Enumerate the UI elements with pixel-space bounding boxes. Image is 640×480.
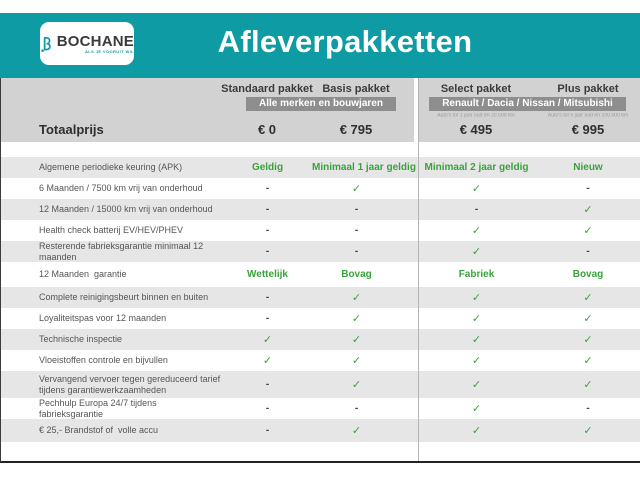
- check-icon: ✓: [471, 183, 482, 195]
- column-group-divider: [418, 78, 419, 461]
- check-icon: ✓: [583, 313, 593, 325]
- badge-renault-group: Renault / Dacia / Nissan / Mitsubishi: [429, 97, 626, 111]
- row-label: € 25,- Brandstof of volle accu: [39, 425, 159, 436]
- value-text: Minimaal 1 jaar geldig: [312, 162, 416, 173]
- total-price-plus: € 995: [571, 122, 605, 137]
- row-label: Vervangend vervoer tegen gereduceerd tarief tijdens garantiewerkzaamheden: [39, 373, 223, 395]
- check-icon: ✓: [471, 225, 482, 237]
- value-text: Minimaal 2 jaar geldig: [424, 162, 529, 173]
- table-row: [1, 241, 640, 262]
- dash-mark: -: [354, 403, 359, 415]
- total-price-standaard: € 0: [257, 122, 277, 137]
- row-label: Complete reinigingsbeurt binnen en buiten: [39, 292, 209, 303]
- packages-table: [0, 78, 640, 463]
- table-row: [1, 371, 640, 398]
- table-header: [1, 78, 640, 142]
- check-icon: ✓: [583, 225, 593, 237]
- check-icon: ✓: [471, 403, 482, 416]
- dash-mark: -: [265, 225, 270, 236]
- table-row: [1, 419, 640, 442]
- badge-all-brands: Alle merken en bouwjaren: [246, 97, 396, 111]
- row-label: Resterende fabrieksgarantie minimaal 12 maanden: [39, 241, 206, 262]
- check-icon: ✓: [351, 183, 362, 195]
- check-icon: ✓: [583, 204, 593, 216]
- table-row: [1, 220, 640, 241]
- row-label: Algemene periodieke keuring (APK): [39, 162, 183, 173]
- value-text: Nieuw: [573, 162, 603, 173]
- row-label: Health check batterij EV/HEV/PHEV: [39, 225, 184, 236]
- row-label: 12 Maanden garantie: [39, 269, 127, 280]
- total-price-label: Totaalprijs: [39, 122, 104, 137]
- dash-mark: -: [586, 403, 590, 415]
- check-icon: ✓: [471, 379, 482, 391]
- table-row: [1, 199, 640, 220]
- check-icon: ✓: [471, 425, 482, 437]
- table-row: [1, 308, 640, 329]
- check-icon: ✓: [351, 355, 362, 367]
- value-text: Fabriek: [458, 269, 495, 280]
- logo-name: BOCHANE: [56, 32, 134, 50]
- value-text: Bovag: [341, 269, 372, 280]
- dash-mark: -: [265, 313, 270, 324]
- value-text: Bovag: [572, 269, 604, 280]
- row-label: Technische inspectie: [39, 334, 123, 345]
- row-label: Vloeistoffen controle en bijvullen: [39, 355, 168, 366]
- check-icon: ✓: [471, 292, 482, 304]
- check-icon: ✓: [351, 313, 362, 325]
- check-icon: ✓: [351, 425, 362, 437]
- column-header-standaard: Standaard pakket: [221, 83, 313, 95]
- dash-mark: -: [586, 246, 590, 258]
- row-label: 6 Maanden / 7500 km vrij van onderhoud: [39, 183, 203, 194]
- total-price-basis: € 795: [339, 122, 373, 137]
- table-row: [1, 287, 640, 308]
- dash-mark: -: [265, 183, 270, 194]
- dash-mark: -: [265, 246, 270, 258]
- check-icon: ✓: [351, 334, 362, 346]
- dash-mark: -: [265, 379, 270, 390]
- dash-mark: -: [265, 403, 270, 415]
- check-icon: ✓: [471, 334, 482, 346]
- check-icon: ✓: [583, 379, 593, 391]
- dash-mark: -: [354, 225, 359, 236]
- table-row: [1, 178, 640, 199]
- check-icon: ✓: [471, 355, 482, 367]
- column-note-select: Auto's tot 1 jaar oud en 20.000 km: [437, 113, 515, 119]
- table-row: [1, 398, 640, 419]
- logo-tagline: ALS JE VOORUIT WIL: [85, 48, 134, 54]
- row-label: Pechhulp Europa 24/7 tijdens fabrieksgarantie: [39, 398, 160, 419]
- dash-mark: -: [265, 292, 270, 303]
- dash-mark: -: [354, 204, 359, 215]
- check-icon: ✓: [351, 379, 362, 391]
- check-icon: ✓: [262, 334, 273, 346]
- page-title: Afleverpakketten: [217, 24, 473, 59]
- check-icon: ✓: [471, 313, 482, 325]
- dash-mark: -: [474, 204, 479, 215]
- column-note-plus: Auto's tot 5 jaar oud en 100.000 km: [547, 113, 629, 119]
- table-body: [1, 157, 640, 442]
- total-price-select: € 495: [459, 122, 493, 137]
- check-icon: ✓: [583, 355, 593, 367]
- column-header-select: Select pakket: [440, 83, 512, 95]
- column-header-basis: Basis pakket: [322, 83, 390, 95]
- row-label: Loyaliteitspas voor 12 maanden: [39, 313, 167, 324]
- check-icon: ✓: [471, 246, 482, 259]
- dash-mark: -: [265, 425, 270, 436]
- check-icon: ✓: [583, 425, 593, 437]
- value-text: Geldig: [251, 162, 284, 173]
- column-header-plus: Plus pakket: [557, 83, 619, 95]
- check-icon: ✓: [262, 355, 273, 367]
- table-row: [1, 262, 640, 287]
- header-bar: [0, 13, 640, 78]
- table-row: [1, 329, 640, 350]
- dash-mark: -: [586, 183, 590, 194]
- row-label: 12 Maanden / 15000 km vrij van onderhoud: [39, 204, 213, 215]
- check-icon: ✓: [583, 334, 593, 346]
- check-icon: ✓: [583, 292, 593, 304]
- value-text: Wettelijk: [247, 269, 288, 280]
- table-row: [1, 350, 640, 371]
- dash-mark: -: [265, 204, 270, 215]
- table-row: [1, 157, 640, 178]
- dash-mark: -: [354, 246, 359, 258]
- check-icon: ✓: [351, 292, 362, 304]
